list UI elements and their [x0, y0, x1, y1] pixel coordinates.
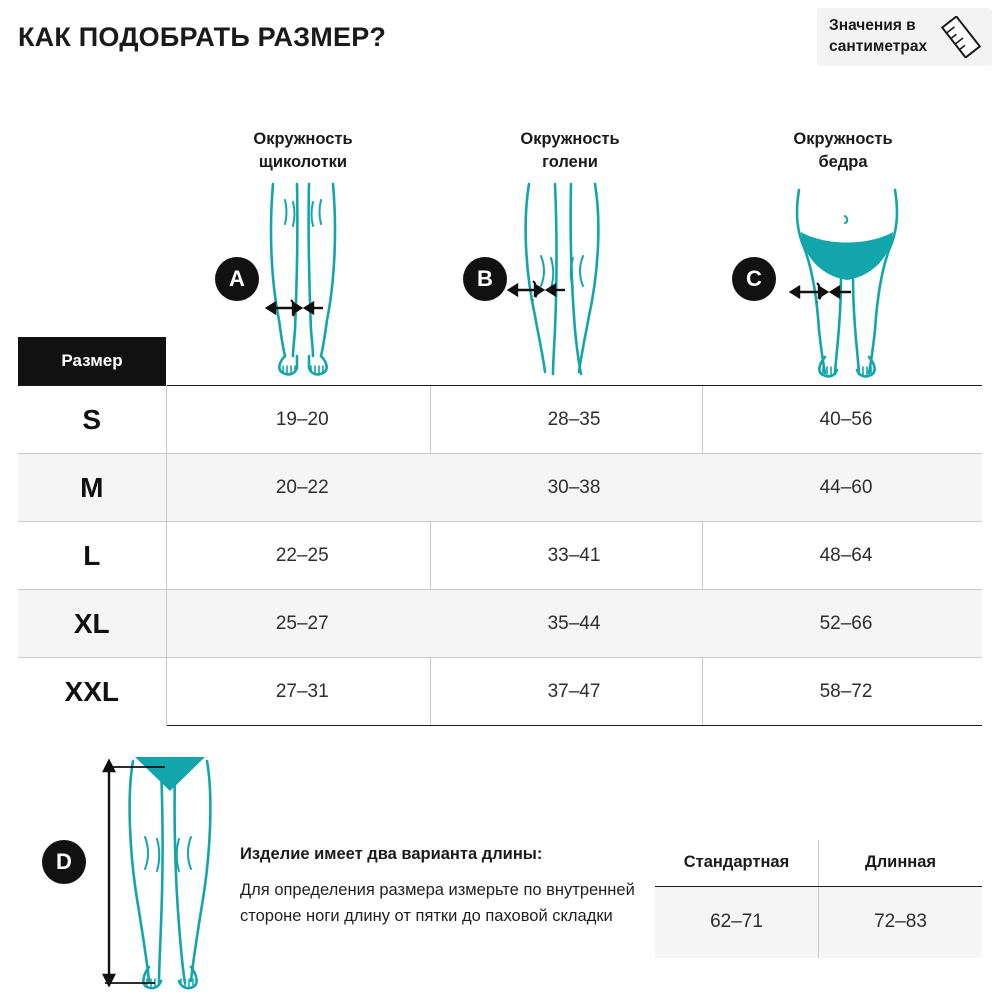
bullet-b: B	[463, 257, 507, 301]
table-row	[18, 522, 982, 590]
page-title: КАК ПОДОБРАТЬ РАЗМЕР?	[18, 22, 387, 52]
column-heading-calf-line2: голени	[542, 153, 598, 172]
column-heading-thigh-line2: бедра	[818, 153, 868, 172]
table-row	[18, 658, 982, 726]
cell-calf: 33–41	[438, 522, 710, 590]
length-title: Изделие имеет два варианта длины:	[240, 845, 543, 863]
cell-calf: 37–47	[438, 658, 710, 726]
briefs-shape-small	[135, 757, 205, 791]
cell-thigh: 52–66	[710, 590, 982, 658]
lengths-value-row	[655, 886, 982, 958]
cell-thigh: 44–60	[710, 454, 982, 522]
table-row	[18, 454, 982, 522]
column-heading-ankle-line1: Окружность	[253, 130, 353, 148]
figure-length	[95, 745, 235, 990]
size-column-header: Размер	[18, 337, 166, 385]
cell-size: L	[18, 522, 166, 590]
column-heading-ankle-line2: щиколотки	[258, 153, 348, 172]
cell-calf: 28–35	[438, 386, 710, 454]
bullet-d: D	[42, 840, 86, 884]
cell-calf: 30–38	[438, 454, 710, 522]
table-row	[18, 386, 982, 454]
column-heading-calf	[455, 128, 685, 174]
column-heading-thigh	[728, 128, 958, 174]
legs-thigh-illustration	[755, 180, 955, 380]
lengths-value-standard: 62–71	[655, 886, 819, 958]
cell-ankle: 27–31	[166, 658, 438, 726]
cell-size: XL	[18, 590, 166, 658]
table-row	[18, 590, 982, 658]
cell-size: XXL	[18, 658, 166, 726]
lengths-header-standard: Стандартная	[655, 840, 819, 886]
briefs-shape	[801, 232, 893, 280]
cell-ankle: 20–22	[166, 454, 438, 522]
lengths-table	[655, 840, 982, 958]
cell-ankle: 22–25	[166, 522, 438, 590]
cell-thigh: 58–72	[710, 658, 982, 726]
size-table	[18, 385, 982, 726]
column-heading-ankle	[188, 128, 418, 174]
cell-size: S	[18, 386, 166, 454]
cell-calf: 35–44	[438, 590, 710, 658]
units-badge	[817, 8, 992, 66]
bullet-c: C	[732, 257, 776, 301]
cell-ankle: 25–27	[166, 590, 438, 658]
length-info	[240, 845, 640, 929]
length-description: Для определения размера измерьте по внутренней стороне ноги длину от пятки до паховой складки	[240, 881, 635, 925]
units-badge-label: Значения в сантиметрах	[829, 17, 928, 55]
lengths-header-row	[655, 840, 982, 886]
lengths-header-long: Длинная	[819, 840, 983, 886]
bullet-a: A	[215, 257, 259, 301]
figure-thigh	[755, 180, 955, 380]
column-heading-thigh-line1: Окружность	[793, 130, 893, 148]
ruler-icon	[940, 16, 982, 58]
lengths-value-long: 72–83	[819, 886, 983, 958]
cell-thigh: 40–56	[710, 386, 982, 454]
cell-size: M	[18, 454, 166, 522]
legs-length-illustration	[95, 745, 235, 990]
cell-ankle: 19–20	[166, 386, 438, 454]
column-heading-calf-line1: Окружность	[520, 130, 620, 148]
cell-thigh: 48–64	[710, 522, 982, 590]
